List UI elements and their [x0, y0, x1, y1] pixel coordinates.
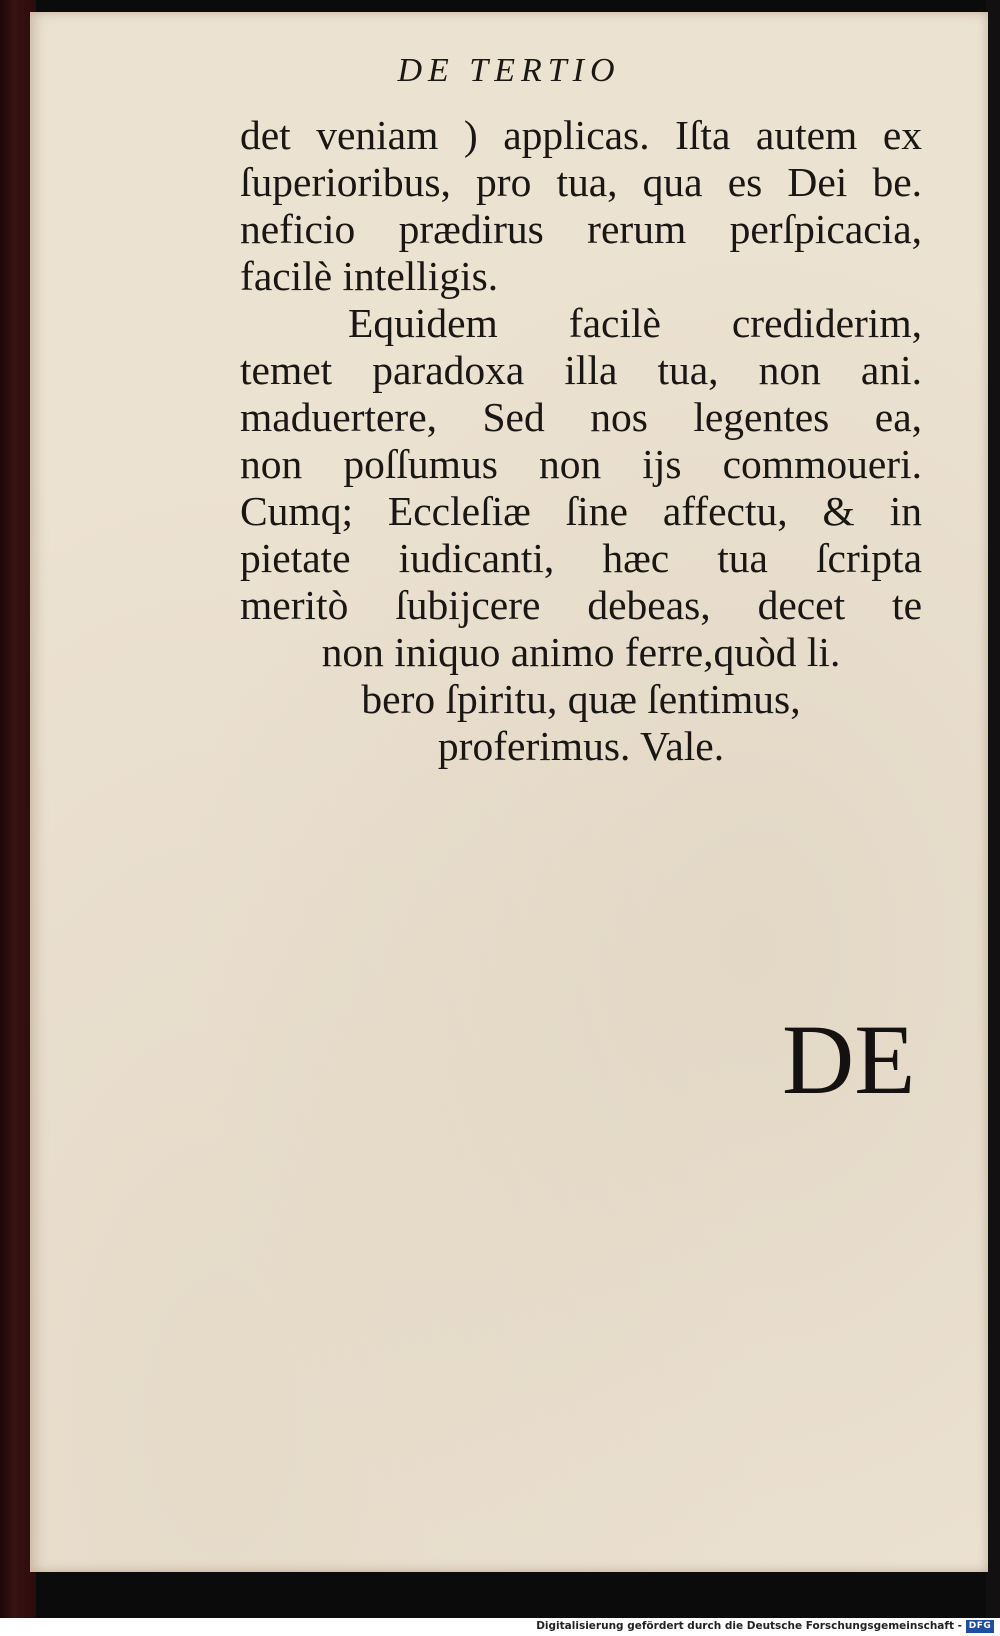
dfg-logo-icon: DFG [966, 1620, 994, 1633]
text-line: Cumq; Eccleſiæ ſine affectu, & in [240, 488, 922, 534]
paragraph-start-line: Equidem facilè crediderim, [348, 300, 922, 346]
running-head: DE TERTIO [397, 52, 621, 89]
text-line: det veniam ) applicas. Iſta autem ex [240, 112, 922, 158]
text-line: bero ſpiritu, quæ ſentimus, [361, 676, 801, 722]
text-line: temet paradoxa illa tua, non ani. [240, 347, 922, 393]
text-line: neficio prædirus rerum perſpicacia, [240, 206, 922, 252]
text-line: maduertere, Sed nos legentes ea, [240, 394, 922, 440]
catchword: DE [782, 1004, 916, 1115]
background-edge [986, 0, 1000, 1618]
text-line: non poſſumus non ijs commoueri. [240, 441, 922, 487]
text-line: facilè intelligis. [240, 253, 499, 299]
digitization-credit: Digitalisierung gefördert durch die Deutsche Forschungsgemeinschaft - [536, 1620, 962, 1632]
text-line: proferimus. Vale. [437, 723, 725, 769]
text-line: pietate iudicanti, hæc tua ſcripta [240, 535, 922, 581]
text-line: meritò ſubijcere debeas, decet te [240, 582, 922, 628]
body-text [240, 112, 922, 770]
text-line: ſuperioribus, pro tua, qua es Dei be. [240, 159, 922, 205]
text-line: non iniquo animo ferre,quòd li. [321, 629, 841, 675]
